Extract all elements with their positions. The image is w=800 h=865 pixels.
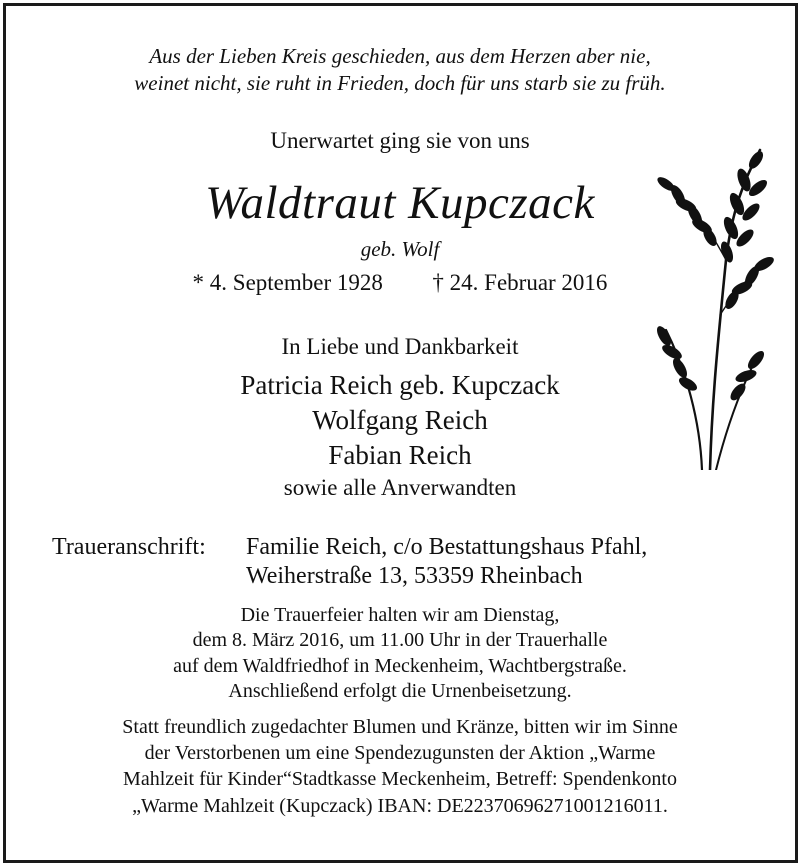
mourner-name-2: Wolfgang Reich [312, 405, 488, 435]
address-line-1: Familie Reich, c/o Bestattungshaus Pfahl, [246, 534, 648, 560]
wheat-icon [640, 140, 780, 470]
mourner-name-3: Fabian Reich [328, 440, 472, 470]
mourners-intro: In Liebe und Dankbarkeit [281, 334, 519, 359]
intro-text: Unerwartet ging sie von uns [270, 128, 530, 153]
address-line-2: Weiherstraße 13, 53359 Rheinbach [246, 563, 583, 589]
address-label: Traueranschrift: [52, 534, 206, 560]
donation-line-2: der Verstorbenen um eine Spendezugunsten der Aktion „Warme [144, 742, 656, 764]
mourner-name-1: Patricia Reich geb. Kupczack [240, 370, 560, 400]
ceremony-line-1: Die Trauerfeier halten wir am Dienstag, [240, 604, 560, 626]
relatives-text: sowie alle Anverwandten [283, 475, 517, 500]
motto-line-2: weinet nicht, sie ruht in Frieden, doch für uns starb sie zu früh. [134, 71, 666, 95]
ceremony-line-2: dem 8. März 2016, um 11.00 Uhr in der Trauerhalle [192, 629, 608, 651]
death-date: † 24. Februar 2016 [432, 270, 608, 295]
donation-line-1: Statt freundlich zugedachter Blumen und Kränze, bitten wir im Sinne [122, 716, 678, 738]
motto-line-1: Aus der Lieben Kreis geschieden, aus dem Herzen aber nie, [149, 44, 651, 68]
donation-line-3: Mahlzeit für Kinder“Stadtkasse Meckenheim, Betreff: Spendenkonto [123, 768, 677, 790]
donation-line-4: „Warme Mahlzeit (Kupczack) IBAN: DE22370696271001216011. [132, 795, 668, 817]
ceremony-line-3: auf dem Waldfriedhof in Meckenheim, Wachtbergstraße. [173, 655, 627, 677]
ceremony-line-4: Anschließend erfolgt die Urnenbeisetzung. [228, 680, 572, 702]
birth-date: * 4. September 1928 [192, 270, 383, 295]
maiden-name: geb. Wolf [360, 237, 440, 261]
deceased-name: Waldtraut Kupczack [205, 177, 595, 229]
